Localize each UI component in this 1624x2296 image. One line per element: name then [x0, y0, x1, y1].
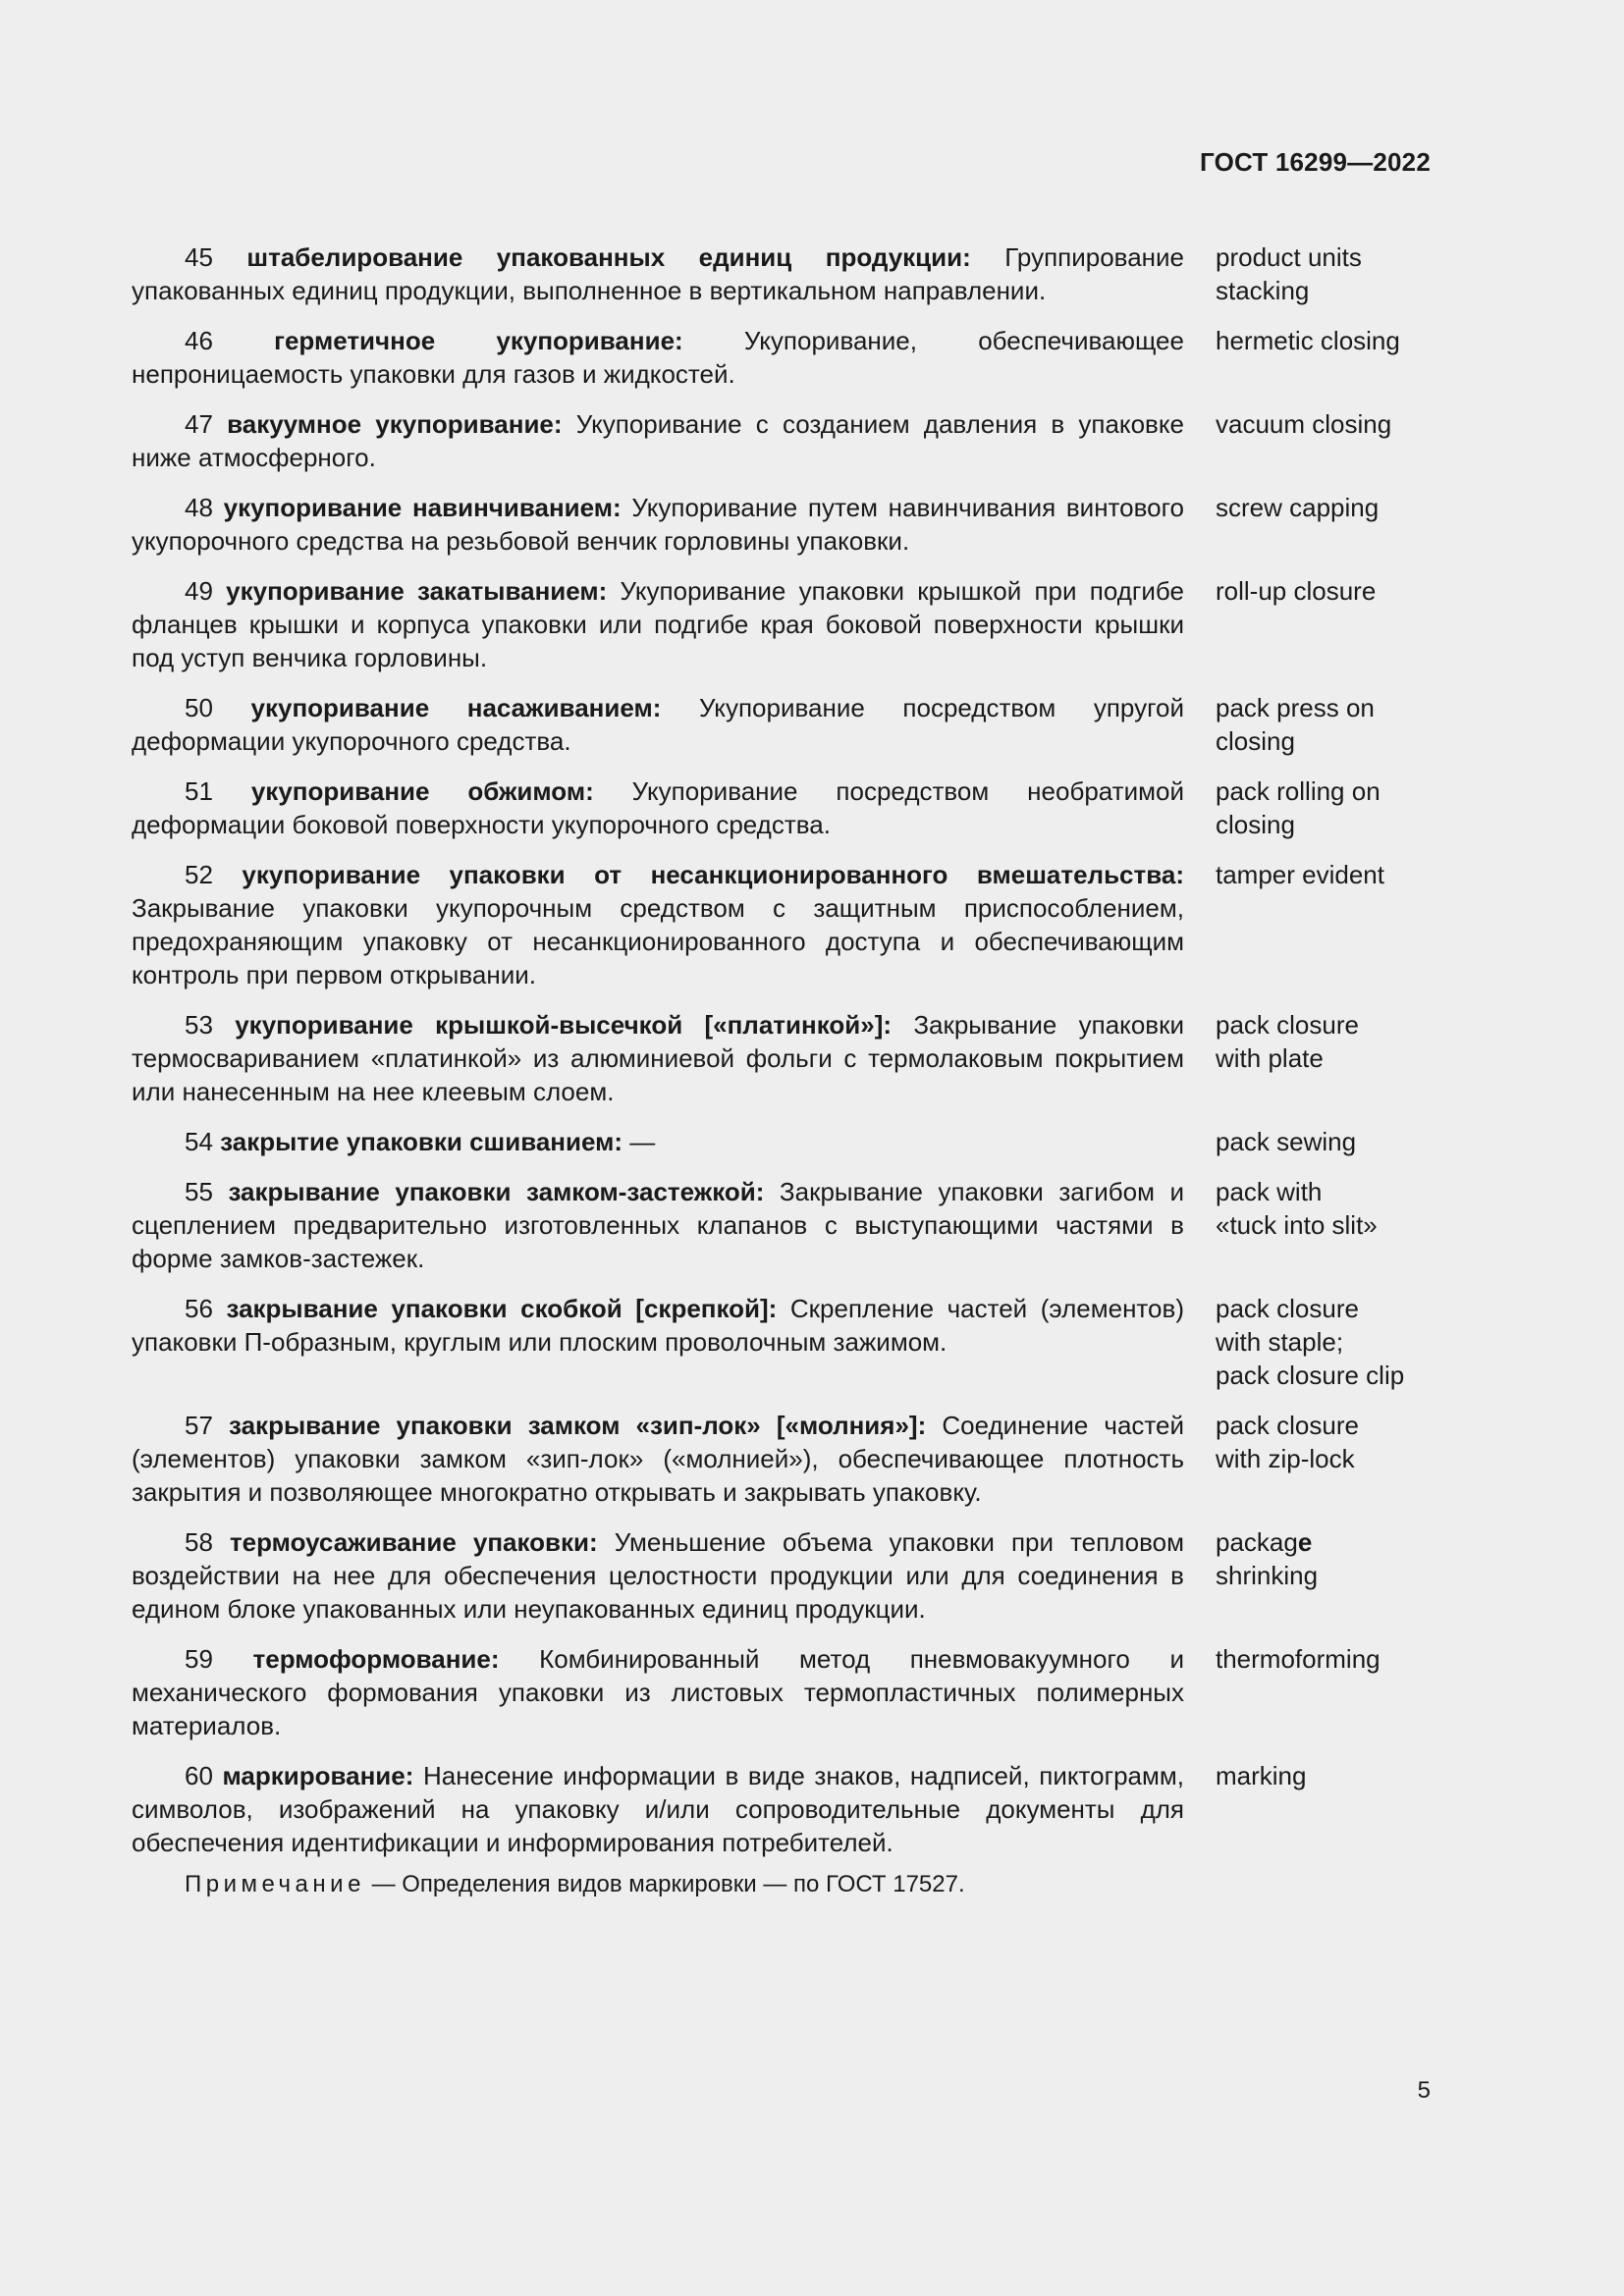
- term-english-equivalent: pack with «tuck into slit»: [1216, 1177, 1378, 1240]
- term-name: маркирование:: [222, 1761, 414, 1790]
- term-number: 56: [185, 1294, 213, 1323]
- term-name: вакуумное укупоривание:: [227, 409, 563, 439]
- term-name: закрывание упаковки замком-застежкой:: [228, 1177, 765, 1206]
- term-number: 57: [185, 1411, 213, 1440]
- term-definition-text: Укупоривание посредством упругой деформации укупорочного средства.: [132, 693, 1184, 756]
- term-english-equivalent: thermoforming: [1216, 1644, 1380, 1674]
- term-name: укупоривание упаковки от несанкционированного вмешательства:: [242, 860, 1184, 889]
- term-english-equivalent: pack press on closing: [1216, 693, 1375, 756]
- term-english-equivalent: pack sewing: [1216, 1127, 1357, 1156]
- term-definition: [132, 691, 1184, 758]
- term-definition: [132, 774, 1184, 841]
- term-definition: [132, 324, 1184, 391]
- term-entry-46: [132, 324, 1433, 391]
- term-number: 55: [185, 1177, 213, 1206]
- term-name: термоусаживание упаковки:: [229, 1527, 598, 1557]
- term-number: 58: [185, 1527, 213, 1557]
- term-entry-56: [132, 1292, 1433, 1392]
- term-english-part: shrinking: [1216, 1561, 1319, 1590]
- term-name: укупоривание закатыванием:: [226, 576, 608, 606]
- term-english-equivalent: pack closure with plate: [1216, 1010, 1359, 1073]
- term-name: закрывание упаковки скобкой [скрепкой]:: [226, 1294, 778, 1323]
- term-english-bold-part: e: [1297, 1527, 1313, 1557]
- term-name: укупоривание навинчиванием:: [223, 493, 622, 522]
- term-entry-54: [132, 1125, 1433, 1158]
- term-name: закрытие упаковки сшиванием:: [220, 1127, 623, 1156]
- term-name: закрывание упаковки замком «зип-лок» [«молния»]:: [229, 1411, 927, 1440]
- term-definition-text: Соединение частей (элементов) упаковки замком «зип-лок» («молнией»), обеспечивающее плотность закрытия и позволяющее многократно открывать и закрывать упаковку.: [132, 1411, 1185, 1507]
- term-number: 50: [185, 693, 213, 722]
- term-entry-51: [132, 774, 1433, 841]
- term-definition: [132, 240, 1184, 307]
- term-definition-text: Закрывание упаковки укупорочным средством с защитным приспособлением, предохраняющим упаковку от несанкционированного доступа и обеспечивающим контроль при первом открывании.: [132, 893, 1184, 989]
- term-number: 60: [185, 1761, 213, 1790]
- term-definition-text: Укупоривание с созданием давления в упаковке ниже атмосферного.: [132, 409, 1184, 472]
- term-english-equivalent: hermetic closing: [1216, 326, 1400, 355]
- term-english-equivalent: pack closure with zip-lock: [1216, 1411, 1359, 1473]
- term-number: 48: [185, 493, 213, 522]
- term-entry-49: [132, 574, 1433, 674]
- term-name: термоформование:: [252, 1644, 500, 1674]
- term-number: 47: [185, 409, 213, 439]
- term-definition-text: Комбинированный метод пневмовакуумного и механического формования упаковки из листовых термопластичных полимерных материалов.: [132, 1644, 1184, 1740]
- term-english-equivalent: roll-up closure: [1216, 576, 1377, 606]
- term-name: укупоривание обжимом:: [250, 776, 594, 806]
- note-text: — Определения видов маркировки — по ГОСТ 17527.: [364, 1871, 965, 1897]
- term-number: 51: [185, 776, 213, 806]
- term-entry-53: [132, 1008, 1433, 1108]
- term-entry-57: [132, 1409, 1433, 1509]
- term-definition-text: Скрепление частей (элементов) упаковки П-образным, круглым или плоским проволочным зажимом.: [132, 1294, 1184, 1357]
- term-definition: [132, 1642, 1184, 1742]
- term-entry-48: [132, 491, 1433, 558]
- term-definition-text: Укупоривание посредством необратимой деформации боковой поверхности укупорочного средства.: [132, 776, 1184, 839]
- term-definition: [132, 1525, 1184, 1626]
- page-number: 5: [1417, 2077, 1431, 2104]
- term-definition-text: Группирование упакованных единиц продукции, выполненное в вертикальном направлении.: [132, 242, 1184, 305]
- note-paragraph: [132, 1868, 1184, 1901]
- term-number: 53: [185, 1010, 213, 1040]
- term-definition: [132, 574, 1184, 674]
- term-english-equivalent: [1216, 1525, 1433, 1626]
- term-entry-58: [132, 1525, 1433, 1626]
- term-definition-text: Уменьшение объема упаковки при тепловом воздействии на нее для обеспечения целостности продукции или для соединения в едином блоке упакованных или неупакованных единиц продукции.: [132, 1527, 1184, 1624]
- term-definition-text: Укупоривание путем навинчивания винтового укупорочного средства на резьбовой венчик горловины упаковки.: [132, 493, 1184, 556]
- term-name: штабелирование упакованных единиц продукции:: [246, 242, 971, 272]
- term-name: укупоривание насаживанием:: [250, 693, 662, 722]
- term-english-equivalent: screw capping: [1216, 493, 1380, 522]
- term-entry-60: [132, 1759, 1433, 1859]
- term-definition-text: Нанесение информации в виде знаков, надписей, пиктограмм, символов, изображений на упаковку и/или сопроводительные документы для обеспечения идентификации и информирования потребителей.: [132, 1761, 1184, 1857]
- term-definition: [132, 407, 1184, 474]
- term-english-equivalent: pack rolling on closing: [1216, 776, 1380, 839]
- term-definition-text: Закрывание упаковки термосвариванием «платинкой» из алюминиевой фольги с термолаковым покрытием или нанесенным на нее клеевым слоем.: [132, 1010, 1184, 1106]
- term-english-equivalent: vacuum closing: [1216, 409, 1392, 439]
- term-definition: [132, 1175, 1184, 1275]
- term-name: укупоривание крышкой-высечкой [«платинкой»]:: [235, 1010, 893, 1040]
- note-label: Примечание: [185, 1871, 365, 1897]
- term-entry-50: [132, 691, 1433, 758]
- term-entry-59: [132, 1642, 1433, 1742]
- term-english-equivalent: product units stacking: [1216, 242, 1362, 305]
- term-definition-text: Укупоривание упаковки крышкой при подгибе фланцев крышки и корпуса упаковки или подгибе края боковой поверхности крышки под уступ венчика горловины.: [132, 576, 1184, 672]
- term-name: герметичное укупоривание:: [274, 326, 683, 355]
- term-definition: [132, 1292, 1184, 1392]
- term-definition: [132, 1409, 1184, 1509]
- terms-list: [132, 240, 1433, 1901]
- term-english-part: packag: [1216, 1527, 1298, 1557]
- term-number: 46: [185, 326, 213, 355]
- term-definition-text: Закрывание упаковки загибом и сцеплением предварительно изготовленных клапанов с выступающими частями в форме замков-застежек.: [132, 1177, 1185, 1273]
- term-definition: [132, 491, 1184, 558]
- term-definition-text: —: [629, 1127, 656, 1156]
- term-definition: [132, 1008, 1184, 1108]
- term-definition: [132, 858, 1184, 991]
- term-number: 49: [185, 576, 213, 606]
- term-entry-52: [132, 858, 1433, 991]
- term-english-equivalent: tamper evident: [1216, 860, 1384, 889]
- term-number: 54: [185, 1127, 213, 1156]
- term-entry-47: [132, 407, 1433, 474]
- term-number: 52: [185, 860, 213, 889]
- term-number: 59: [185, 1644, 213, 1674]
- term-number: 45: [185, 242, 213, 272]
- term-definition-text: Укупоривание, обеспечивающее непроницаемость упаковки для газов и жидкостей.: [132, 326, 1184, 389]
- term-entry-55: [132, 1175, 1433, 1275]
- term-english-equivalent: marking: [1216, 1761, 1307, 1790]
- term-definition: [132, 1125, 1184, 1158]
- term-english-equivalent: pack closure with staple; pack closure clip: [1216, 1294, 1405, 1390]
- document-code-header: ГОСТ 16299—2022: [1200, 147, 1431, 177]
- term-definition: [132, 1759, 1184, 1859]
- term-entry-45: [132, 240, 1433, 307]
